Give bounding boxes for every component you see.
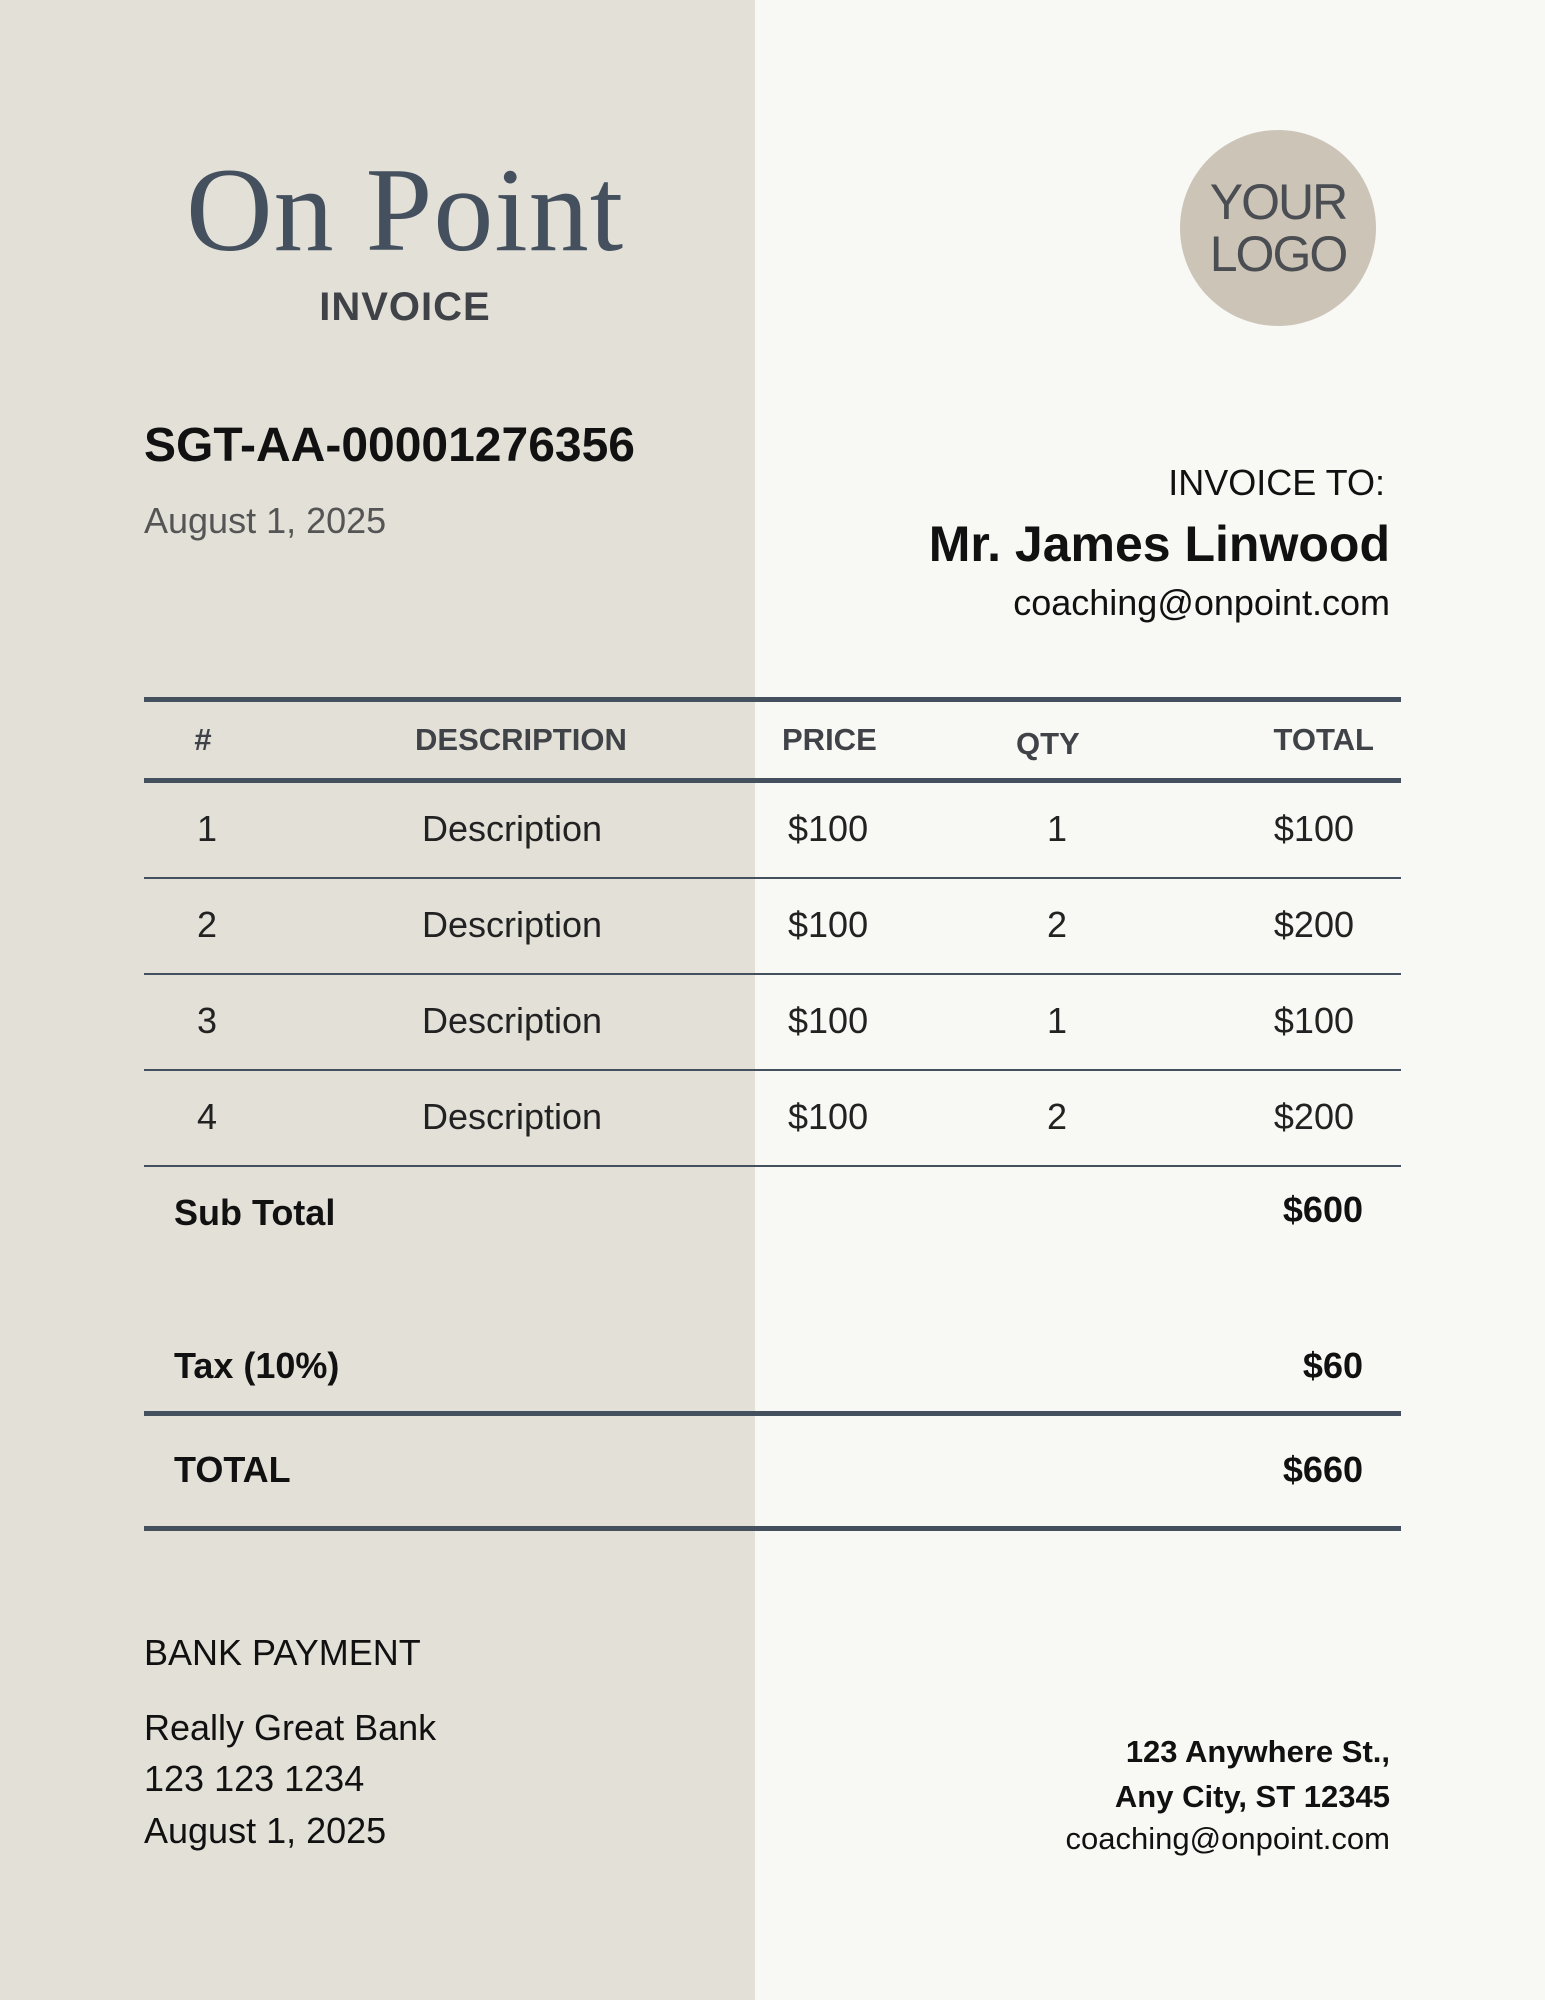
column-header-total: TOTAL: [1273, 722, 1374, 757]
row-total: $100: [1273, 1000, 1354, 1041]
invoice-to-label: INVOICE TO:: [1168, 462, 1385, 503]
table-row: [144, 783, 1401, 879]
bank-name: Really Great Bank: [144, 1707, 437, 1748]
invoice-number: SGT-AA-00001276356: [144, 419, 635, 472]
tax-value: $60: [1302, 1345, 1363, 1386]
items-table: [144, 697, 1401, 1167]
bank-account: 123 123 1234: [144, 1758, 365, 1799]
row-description: Description: [422, 1096, 603, 1137]
invoice-date: August 1, 2025: [144, 500, 387, 541]
row-number: 2: [196, 904, 218, 945]
client-name: Mr. James Linwood: [928, 516, 1390, 572]
total-divider-bottom: [144, 1526, 1401, 1531]
table-row: [144, 1071, 1401, 1167]
footer-email: coaching@onpoint.com: [1065, 1821, 1390, 1856]
row-description: Description: [422, 808, 603, 849]
row-qty: 2: [1046, 1096, 1068, 1137]
document-type: INVOICE: [319, 285, 491, 329]
table-header: [144, 697, 1401, 783]
brand-title: On Point: [185, 143, 625, 276]
bank-payment-heading: BANK PAYMENT: [144, 1632, 421, 1673]
row-total: $100: [1273, 808, 1354, 849]
row-total: $200: [1273, 1096, 1354, 1137]
row-price: $100: [788, 1096, 869, 1137]
address-line-1: 123 Anywhere St.,: [1125, 1734, 1390, 1769]
total-divider-top: [144, 1411, 1401, 1416]
tax-label: Tax (10%): [174, 1345, 340, 1386]
subtotal-value: $600: [1282, 1189, 1363, 1230]
row-qty: 1: [1046, 808, 1068, 849]
column-header-price: PRICE: [782, 722, 877, 757]
row-qty: 1: [1046, 1000, 1068, 1041]
row-description: Description: [422, 1000, 603, 1041]
subtotal-label: Sub Total: [174, 1192, 336, 1233]
logo-placeholder: [1180, 130, 1376, 326]
row-qty: 2: [1046, 904, 1068, 945]
column-header-qty: QTY: [1016, 726, 1080, 761]
row-number: 3: [196, 1000, 218, 1041]
table-row: [144, 879, 1401, 975]
payment-date: August 1, 2025: [144, 1810, 387, 1851]
column-header-description: DESCRIPTION: [415, 722, 627, 757]
row-price: $100: [788, 904, 869, 945]
row-number: 4: [196, 1096, 218, 1137]
address-line-2: Any City, ST 12345: [1114, 1779, 1390, 1814]
row-description: Description: [422, 904, 603, 945]
client-email: coaching@onpoint.com: [1013, 582, 1390, 623]
total-value: $660: [1282, 1449, 1363, 1490]
row-price: $100: [788, 1000, 869, 1041]
row-price: $100: [788, 808, 869, 849]
row-number: 1: [196, 808, 218, 849]
total-label: TOTAL: [174, 1449, 291, 1490]
column-header-number: #: [194, 722, 212, 757]
logo-text: YOUR LOGO: [1209, 174, 1347, 282]
table-row: [144, 975, 1401, 1071]
row-total: $200: [1273, 904, 1354, 945]
